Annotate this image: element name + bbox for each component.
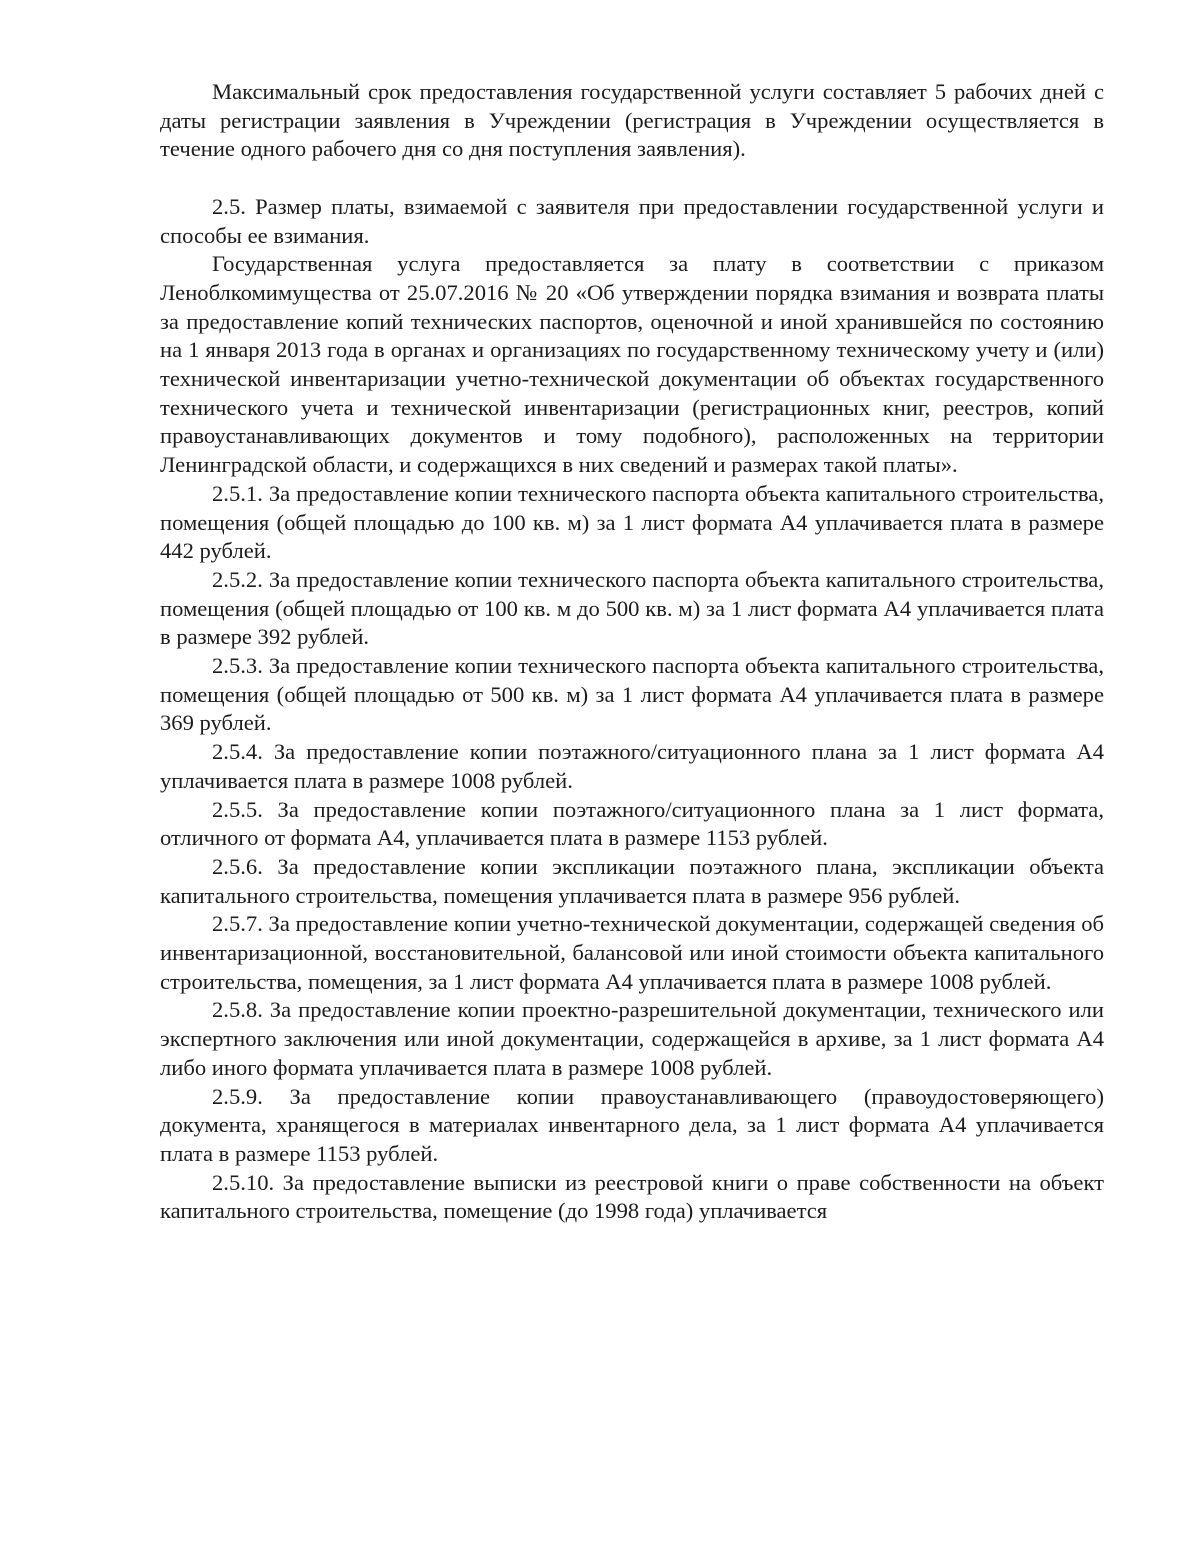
paragraph-2-5-2: 2.5.2. За предоставление копии технического паспорта объекта капитального строительства, помещения (общей площадью от 100 кв. м до 500 кв. м) за 1 лист формата А4 уплачивается плата в размере 392 рублей. — [160, 566, 1104, 650]
paragraph-service-term: Максимальный срок предоставления государственной услуги составляет 5 рабочих дней с даты регистрации заявления в Учреждении (регистрация в Учреждении осуществляется в течение одного рабочего дня со дня поступления заявления). — [160, 79, 1104, 162]
paragraph-2-5-9: 2.5.9. За предоставление копии правоустанавливающего (правоудостоверяющего) документа, хранящегося в материалах инвентарного дела, за 1 лист формата А4 уплачивается плата в размере 1153 рублей. — [160, 1083, 1104, 1166]
document-page — [160, 78, 1104, 1226]
paragraph-2-5-8: 2.5.8. За предоставление копии проектно-разрешительной документации, технического или экспертного заключения или иной документации, содержащейся в архиве, за 1 лист формата А4 либо иного формата уплачивается плата в размере 1008 рублей. — [160, 997, 1104, 1080]
paragraph-2-5-3: 2.5.3. За предоставление копии технического паспорта объекта капитального строительства, помещения (общей площадью от 500 кв. м) за 1 лист формата А4 уплачивается плата в размере 369 рублей. — [160, 653, 1104, 736]
paragraph-fee-basis: Государственная услуга предоставляется за плату в соответствии с приказом Леноблкомимущества от 25.07.2016 № 20 «Об утверждении порядка взимания и возврата платы за предоставление копий технических паспортов, оценочной и иной хранившейся по состоянию на 1 января 2013 года в органах и организациях по государственному техническому учету и (или) технической инвентаризации учетно-технической документации об объектах государственного технического учета и технической инвентаризации (регистрационных книг, реестров, копий правоустанавливающих документов и тому подобного), расположенных на территории Ленинградской области, и содержащихся в них сведений и размерах такой платы». — [160, 251, 1104, 478]
paragraph-2-5-1: 2.5.1. За предоставление копии технического паспорта объекта капитального строительства, помещения (общей площадью до 100 кв. м) за 1 лист формата А4 уплачивается плата в размере 442 рублей. — [160, 480, 1104, 564]
paragraph-2-5-7: 2.5.7. За предоставление копии учетно-технической документации, содержащей сведения об инвентаризационной, восстановительной, балансовой или иной стоимости объекта капитального строительства, помещения, за 1 лист формата А4 уплачивается плата в размере 1008 рублей. — [160, 911, 1104, 994]
paragraph-2-5-4: 2.5.4. За предоставление копии поэтажного/ситуационного плана за 1 лист формата А4 уплачивается плата в размере 1008 рублей. — [160, 739, 1104, 793]
paragraph-2-5-10: 2.5.10. За предоставление выписки из реестровой книги о праве собственности на объект капитального строительства, помещение (до 1998 года) уплачивается — [160, 1169, 1104, 1224]
paragraph-2-5-heading: 2.5. Размер платы, взимаемой с заявителя при предоставлении государственной услуги и способы ее взимания. — [160, 193, 1104, 248]
paragraph-2-5-5: 2.5.5. За предоставление копии поэтажного/ситуационного плана за 1 лист формата, отличного от формата А4, уплачивается плата в размере 1153 рублей. — [160, 796, 1104, 851]
paragraph-2-5-6: 2.5.6. За предоставление копии экспликации поэтажного плана, экспликации объекта капитального строительства, помещения уплачивается плата в размере 956 рублей. — [160, 853, 1104, 908]
